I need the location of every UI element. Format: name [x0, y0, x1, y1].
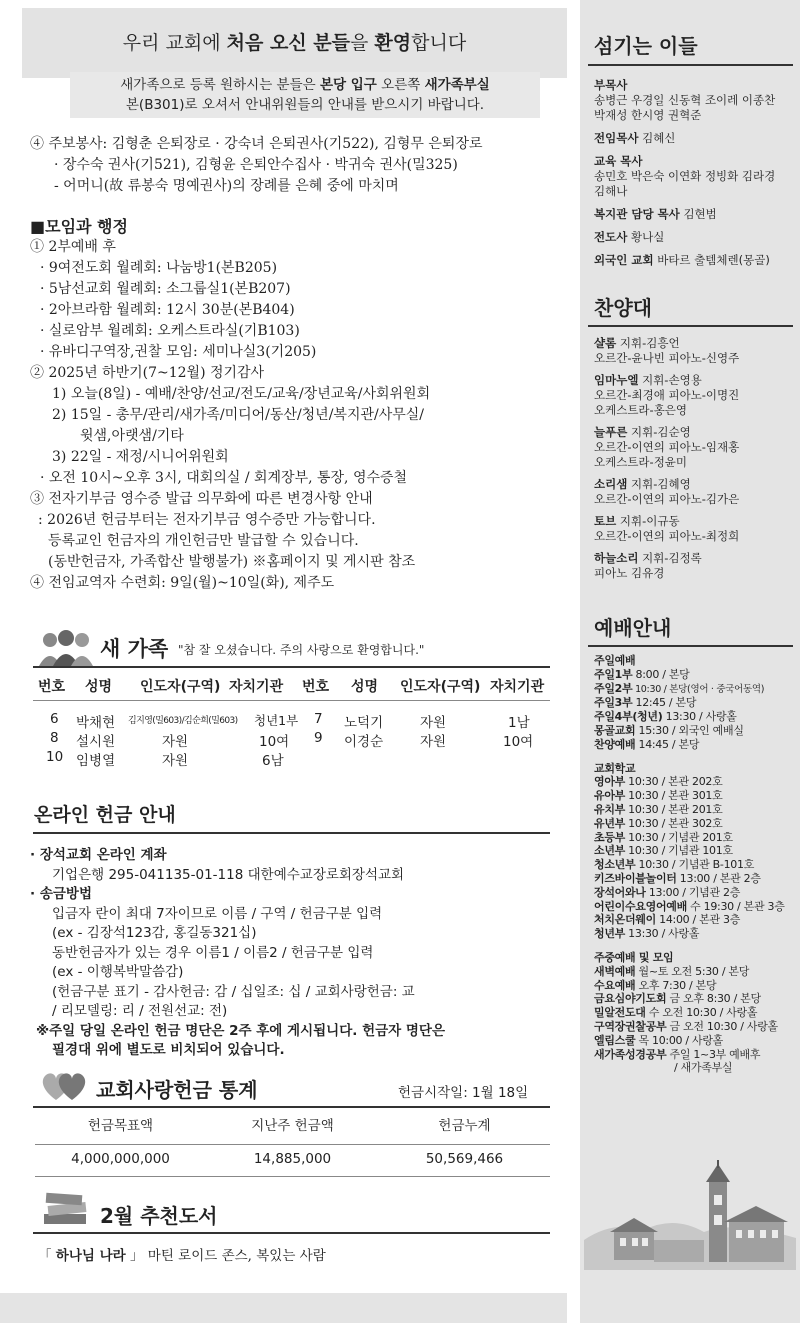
method-line: (ex - 이행복박말씀감): [52, 964, 184, 980]
sidebar-rule: [588, 325, 793, 327]
worship-time: 13:30 / 사랑홀: [662, 710, 737, 724]
worship-name: 엘림스쿨: [594, 1033, 636, 1047]
worship-name: 영아부: [594, 775, 625, 789]
cell: 박채현: [76, 715, 116, 731]
worship-item: [594, 858, 794, 872]
choir-name: 토브: [594, 514, 617, 528]
method-title: · 송금방법: [30, 886, 92, 902]
stats-value: 50,569,466: [425, 1151, 504, 1167]
registration-emphasis: 본당 입구: [319, 77, 377, 93]
worship-name: 처치온더웨이: [594, 913, 656, 927]
cell: 10: [46, 749, 64, 765]
worship-name: 찬양예배: [594, 737, 636, 751]
worship-item: [594, 927, 794, 941]
worship-item: [594, 738, 794, 752]
col-header-guide: 인도자(구역): [140, 679, 221, 695]
worship-item: [594, 844, 794, 858]
col-header-name: 성명: [351, 679, 379, 695]
cell: 청년1부: [254, 713, 299, 728]
stats-header: 헌금누계: [438, 1118, 491, 1134]
worship-name: 새벽예배: [594, 964, 636, 978]
book-recommendation: [38, 1244, 326, 1264]
love-offering-start-date: 헌금시작일: 1월 18일: [398, 1085, 529, 1101]
choir-detail: 오케스트라-홍은영: [594, 403, 688, 417]
choir-name: 임마누엘: [594, 373, 639, 387]
choir-detail: 오르간-이연의 피아노-최정희: [594, 529, 740, 543]
worship-item: [594, 965, 794, 979]
worship-item: [594, 803, 794, 817]
notice-line: - 어머니(故 류봉숙 명예권사)의 장례를 은혜 중에 마치며: [54, 178, 399, 194]
worship-time: 8:00 / 본당: [632, 667, 690, 681]
worship-item: [594, 775, 794, 789]
choir-title: 찬양대: [594, 296, 652, 320]
role-names: 김현범: [683, 207, 717, 221]
meeting-line: 윗샘,아랫샘/기타: [80, 428, 184, 444]
welcome-text: 우리 교회에: [122, 32, 227, 54]
meeting-line: ④ 전임교역자 수련회: 9일(월)~10일(화), 제주도: [30, 575, 335, 591]
book-section-title: 2월 추천도서: [100, 1204, 218, 1228]
worship-item: [594, 979, 794, 993]
book-title: 하나님 나라: [55, 1248, 126, 1264]
worship-name: 주일2부: [594, 681, 633, 695]
choir-detail: 오케스트라-정윤미: [594, 455, 688, 469]
choir-group: [594, 425, 794, 440]
cell: 6: [50, 711, 59, 727]
worship-list: [594, 654, 794, 1075]
cell: 자원: [420, 715, 447, 731]
divider: [33, 666, 550, 668]
worship-time: 10:30 / 기념관 B-101호: [635, 858, 755, 872]
method-line: 입금자 란이 최대 7자이므로 이름 / 구역 / 헌금구분 입력: [52, 905, 383, 922]
book-author: 마틴 로이드 존스, 복있는 사람: [147, 1248, 326, 1264]
cell: 10여: [259, 734, 290, 750]
online-note: 필경대 위에 별도로 비치되어 있습니다.: [52, 1042, 285, 1058]
choir-group: [594, 336, 794, 351]
meetings-section: [30, 216, 430, 594]
worship-time: 12:45 / 본당: [632, 696, 697, 710]
welcome-text: 합니다: [411, 32, 467, 54]
meeting-line: · 유바디구역장,권찰 모임: 세미나실3(기205): [40, 344, 317, 360]
online-offering-body: [30, 846, 445, 1061]
choir-detail: 지휘-손영용: [638, 373, 702, 387]
role-names: 황나실: [630, 230, 665, 244]
sidebar-rule: [588, 64, 793, 66]
method-line: (헌금구분 표기 - 감사헌금: 감 / 십일조: 십 / 교회사랑헌금: 교: [52, 983, 415, 1000]
family-icon: [36, 628, 96, 668]
method-line: / 리모델링: 리 / 전원선교: 전): [52, 1003, 228, 1019]
worship-item: [594, 886, 794, 900]
worship-group-title: 주일예배: [594, 654, 636, 667]
worship-name: 금요심야기도회: [594, 992, 667, 1006]
meeting-line: 등록교인 헌금자의 개인헌금만 발급할 수 있습니다.: [48, 533, 359, 549]
worship-time: 금 오후 8:30 / 본당: [666, 992, 761, 1006]
worship-item: [594, 724, 794, 738]
servants-title: 섬기는 이들: [594, 34, 698, 58]
worship-time: 10:30 / 본관 301호: [624, 789, 723, 803]
meeting-line: ② 2025년 하반기(7~12월) 정기감사: [30, 365, 265, 381]
worship-name: 구역장권찰공부: [594, 1019, 667, 1033]
role-label: 전도사: [594, 230, 628, 244]
meeting-line: (동반헌금자, 가족합산 발행불가) ※홈페이지 및 게시판 참조: [48, 554, 416, 570]
col-header-group: 자치기관: [229, 679, 284, 695]
cell: 자원: [162, 734, 189, 750]
notice-line: · 장수숙 권사(기521), 김형윤 은퇴안수집사 · 박귀숙 권사(밀325): [54, 157, 458, 173]
choir-detail: 지휘-김정록: [638, 551, 702, 565]
role-names: 송민호 박은숙 이연화 정빙화 김라경: [594, 169, 776, 183]
worship-time: 10:30 / 본관 202호: [624, 775, 723, 789]
choir-detail: 오르간-이연의 피아노-임재홍: [594, 440, 740, 454]
worship-item: [594, 1048, 794, 1062]
role-names: 송병근 우경일 신동혁 조이레 이종찬: [594, 93, 776, 107]
divider: [33, 832, 550, 834]
account-number: 기업은행 295-041135-01-118 대한예수교장로회장석교회: [52, 866, 405, 883]
cell: 1남: [508, 715, 530, 731]
cell: 7: [314, 711, 323, 727]
worship-time: 주일 1~3부 예배후: [666, 1047, 761, 1061]
table-rule: [35, 1176, 550, 1177]
meeting-line: · 실로암부 월례회: 오케스트라실(기B103): [40, 323, 300, 339]
cell: 10여: [503, 734, 534, 750]
worship-time: 14:45 / 본당: [635, 737, 700, 751]
worship-name: 소년부: [594, 844, 625, 858]
worship-name: 장석어와나: [594, 885, 646, 899]
right-sidebar: [580, 0, 800, 1323]
worship-group-title: 주중예배 및 모임: [594, 950, 674, 964]
online-offering-title: 온라인 헌금 안내: [34, 804, 176, 826]
divider: [33, 1106, 550, 1108]
stats-header-row: [35, 1112, 550, 1140]
worship-time: 금 오전 10:30 / 사랑홀: [666, 1019, 778, 1033]
worship-time: / 새가족부실: [674, 1061, 733, 1075]
servants-list: [594, 78, 794, 268]
worship-time: 13:00 / 기념관 2층: [645, 885, 741, 899]
stats-header: 지난주 헌금액: [251, 1118, 334, 1134]
registration-text: 오른쪽: [376, 77, 425, 93]
welcome-emphasis: 처음 오신 분들: [226, 32, 351, 54]
role-label: 외국인 교회: [594, 253, 654, 267]
meeting-line: · 2아브라함 월례회: 12시 30분(본B404): [40, 302, 295, 318]
method-line: 동반헌금자가 있는 경우 이름1 / 이름2 / 헌금구분 입력: [52, 944, 374, 961]
worship-name: 주일4부(청년): [594, 710, 663, 724]
col-header-guide: 인도자(구역): [400, 679, 481, 695]
choir-detail: 지휘-김흥언: [616, 336, 680, 350]
new-family-title: 새 가족: [100, 637, 169, 661]
role-label: 교육 목사: [594, 154, 643, 168]
cell: 김지영(밀603)/김순희(밀603): [128, 716, 238, 726]
meeting-line: ③ 전자기부금 영수증 발급 의무화에 따른 변경사항 안내: [30, 491, 373, 507]
welcome-text: 을: [350, 32, 375, 54]
cell: 설시원: [76, 734, 116, 750]
cell: 임병열: [76, 753, 116, 769]
role-names: 김해나: [594, 184, 628, 198]
worship-time: 14:00 / 본관 3층: [655, 913, 741, 927]
worship-name: 새가족성경공부: [594, 1047, 667, 1061]
worship-time: 10:30 / 기념관 101호: [624, 844, 733, 858]
choir-detail: 지휘-김혜영: [627, 477, 691, 491]
welcome-banner: [22, 8, 567, 78]
worship-name: 수요예배: [594, 978, 636, 992]
quote-mark: 」: [125, 1248, 144, 1264]
worship-item: [594, 1020, 794, 1034]
choir-detail: 지휘-김순영: [627, 425, 691, 439]
choir-detail: 오르간-이연의 피아노-김가은: [594, 492, 740, 506]
cell: 자원: [162, 753, 189, 769]
cell: 이경순: [344, 734, 384, 750]
worship-name: 키즈바이블놀이터: [594, 871, 677, 885]
worship-time: 수 오전 10:30 / 사랑홀: [645, 1006, 758, 1020]
worship-name: 주일1부: [594, 667, 633, 681]
worship-time: 13:00 / 본관 2층: [676, 871, 761, 885]
stats-header: 헌금목표액: [87, 1118, 154, 1134]
worship-time: 10:30 / 기념관 201호: [624, 830, 733, 844]
meetings-title: ■모임과 행정: [30, 217, 128, 236]
worship-time: 10:30 / 본관 302호: [624, 816, 723, 830]
love-offering-title: 교회사랑헌금 통계: [96, 1078, 258, 1102]
worship-group-title: 교회학교: [594, 761, 636, 775]
cell: 노덕기: [344, 715, 384, 731]
welcome-emphasis: 환영: [374, 32, 412, 54]
role-names: 박재성 한시영 권혁준: [594, 108, 702, 122]
worship-name: 유치부: [594, 802, 625, 816]
worship-title: 예배안내: [594, 616, 672, 640]
role-names: 김혜신: [642, 131, 676, 145]
meeting-line: 1) 오늘(8일) - 예배/찬양/선교/전도/교육/장년교육/사회위원회: [52, 386, 431, 402]
worship-name: 청소년부: [594, 858, 636, 872]
worship-item: [594, 900, 794, 914]
worship-item: [594, 831, 794, 845]
sidebar-rule: [588, 645, 793, 647]
meeting-line: · 5남선교회 월례회: 소그룹실1(본B207): [40, 281, 291, 297]
registration-note: [70, 72, 540, 118]
role-label: 전임목사: [594, 131, 639, 145]
worship-time: 10:30 / 본관 201호: [624, 802, 723, 816]
role-label: 복지관 담당 목사: [594, 207, 680, 221]
online-note: ※주일 당일 온라인 헌금 명단은 2주 후에 게시됩니다. 헌금자 명단은: [36, 1022, 446, 1039]
new-family-subtitle: "참 잘 오셨습니다. 주의 사랑으로 환영합니다.": [178, 643, 425, 657]
registration-text: 새가족으로 등록 원하시는 분들은: [120, 77, 320, 93]
choir-name: 늘푸른: [594, 425, 628, 439]
meeting-line: ① 2부예배 후: [30, 239, 116, 255]
meeting-line: 3) 22일 - 재정/시니어위원회: [52, 449, 229, 465]
account-title: · 장석교회 온라인 계좌: [30, 847, 167, 863]
worship-item: [594, 872, 794, 886]
stats-value: 4,000,000,000: [71, 1151, 170, 1167]
divider: [33, 1232, 550, 1234]
registration-text: 본(B301)로 오셔서 안내위원들의 안내를 받으시기 바랍니다.: [125, 97, 485, 113]
worship-item: [594, 992, 794, 1006]
worship-item: [594, 1034, 794, 1048]
footer-band: [0, 1293, 567, 1323]
notice-4: [30, 134, 483, 197]
worship-item: [594, 668, 794, 682]
worship-time: 목 10:00 / 사랑홀: [635, 1033, 724, 1047]
worship-item: [594, 789, 794, 803]
worship-time: 10:30 / 본당(영어 · 중국어동역): [632, 683, 765, 695]
worship-name: 밀알전도대: [594, 1006, 646, 1020]
choir-name: 하늘소리: [594, 551, 639, 565]
meeting-line: 2) 15일 - 총무/관리/새가족/미디어/동산/청년/복지관/사무실/: [52, 407, 425, 423]
church-building-illustration: [584, 1160, 796, 1270]
choir-group: [594, 514, 794, 529]
worship-item: [594, 817, 794, 831]
role-label: 부목사: [594, 78, 628, 92]
worship-name: 유아부: [594, 789, 625, 803]
worship-name: 초등부: [594, 830, 625, 844]
stats-value-row: [35, 1145, 550, 1173]
col-header-name: 성명: [85, 679, 113, 695]
choir-name: 소리샘: [594, 477, 628, 491]
notice-line: ④ 주보봉사: 김형춘 은퇴장로 · 강숙녀 은퇴권사(기522), 김형무 은퇴장로: [30, 136, 483, 152]
worship-item: [594, 1006, 794, 1020]
meeting-line: · 9여전도회 월례회: 나눔방1(본B205): [40, 260, 278, 276]
registration-emphasis: 새가족부실: [424, 77, 490, 93]
worship-time: 오후 7:30 / 본당: [635, 978, 717, 992]
choir-group: [594, 477, 794, 492]
quote-mark: 「: [38, 1248, 56, 1264]
role-names: 바타르 출템체렌(몽골): [657, 253, 770, 267]
stats-value: 14,885,000: [253, 1151, 332, 1167]
meeting-line: · 오전 10시~오후 3시, 대회의실 / 회계장부, 통장, 영수증철: [40, 470, 408, 486]
books-icon: [40, 1190, 90, 1228]
cell: 자원: [420, 734, 447, 750]
worship-name: 어린이수요영어예배: [594, 899, 687, 913]
worship-time: 15:30 / 외국인 예배실: [635, 723, 744, 737]
choir-detail: 지휘-이규동: [616, 514, 680, 528]
worship-name: 몽골교회: [594, 723, 636, 737]
cell: 8: [50, 730, 59, 746]
choir-detail: 오르간-윤나빈 피아노-신영주: [594, 351, 740, 365]
worship-name: 청년부: [594, 927, 625, 941]
choir-detail: 오르간-최경애 피아노-이명진: [594, 388, 740, 402]
worship-item: [594, 696, 794, 710]
worship-item: [594, 710, 794, 724]
worship-time: 수 19:30 / 본관 3층: [686, 899, 785, 913]
worship-name: 주일3부: [594, 696, 633, 710]
col-header-number: 번호: [302, 679, 330, 695]
choir-name: 샬롬: [594, 336, 617, 350]
meeting-line: : 2026년 헌금부터는 전자기부금 영수증만 가능합니다.: [38, 512, 376, 528]
worship-name: 유년부: [594, 816, 625, 830]
choir-list: [594, 336, 794, 581]
worship-item: [594, 913, 794, 927]
table-rule: [33, 700, 550, 701]
worship-item: [594, 682, 794, 697]
worship-time: 13:30 / 사랑홀: [624, 927, 700, 941]
cell: 9: [314, 730, 323, 746]
choir-group: [594, 551, 794, 566]
worship-time: 월~토 오전 5:30 / 본당: [635, 964, 750, 978]
choir-detail: 피아노 김유경: [594, 566, 665, 580]
col-header-group: 자치기관: [490, 679, 545, 695]
hearts-icon: [40, 1068, 88, 1104]
method-line: (ex - 김장석123감, 홍길동321십): [52, 925, 257, 941]
cell: 6남: [262, 753, 284, 769]
choir-group: [594, 373, 794, 388]
col-header-number: 번호: [38, 679, 66, 695]
